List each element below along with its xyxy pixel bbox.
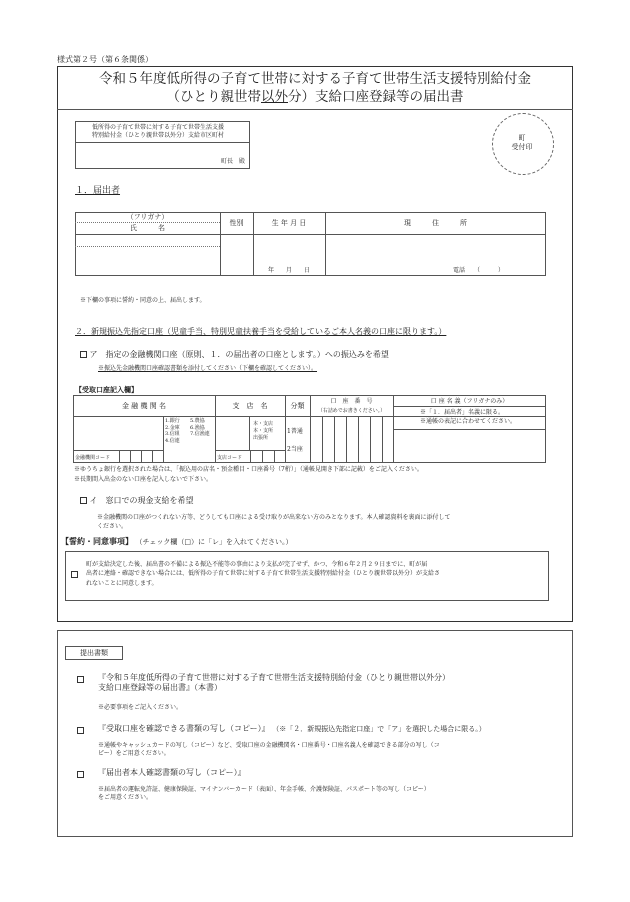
account-section-label: 【受取口座記入欄】: [75, 385, 138, 394]
yucho-note: ※ゆうちょ銀行を選択された場合は、「振込用の店名・預金種目・口座番号（7桁）」（通帳見開き下部に記載）をご記入ください。: [74, 466, 423, 473]
submission-item2: 『受取口座を確認できる書類の写し（コピー）』 （※「２．新規振込先指定口座」で「ア」を選択した場合に限る。）: [98, 724, 486, 733]
col-branch-name: 支 店 名: [232, 402, 268, 410]
gender-label: 性別: [229, 219, 244, 227]
phone-field: 電話 （ ）: [453, 267, 505, 274]
dob-fields: 年 月 日: [267, 267, 310, 274]
section1-heading: １．届出者: [75, 186, 121, 196]
type-current: 2当座: [287, 446, 303, 453]
holder-note-2: ※通帳の表記に合わせてください。: [420, 418, 517, 425]
pledge-text: 町が支給決定した後、届出書の不備による振込不能等の事由により支払が完了せず、かつ、令和６年２月２９日までに、町が届 出者に連絡・確認できない場合には、低所得の子育て世帯に対する子育て世帯生活支援特別給付金（ひとり親世帯以外分）が支給さ れないことに同意します。: [86, 561, 441, 587]
branch-code-label: 支店コード: [217, 455, 243, 461]
option-b-checkbox[interactable]: [80, 497, 87, 504]
submission-item3-checkbox[interactable]: [77, 771, 84, 778]
pledge-checkbox[interactable]: [71, 571, 78, 578]
dob-label: 生 年 月 日: [271, 219, 307, 227]
title-line-2: （ひとり親世帯以外分）支給口座登録等の届出書: [166, 89, 464, 105]
option-a-note: ※振込先金融機関口座確認書類を添付してください（下欄を確認してください）。: [98, 365, 318, 372]
option-b: [80, 496, 194, 506]
reception-stamp-label: 町 受付印: [511, 134, 533, 151]
furigana-label: （フリガナ）: [126, 213, 169, 221]
option-b-label: イ 窓口での現金支給を希望: [89, 496, 194, 505]
col-account-holder: 口 座 名 義（フリガナのみ）: [430, 398, 509, 405]
title-line-1: 令和５年度低所得の子育て世帯に対する子育て世帯生活支援特別給付金: [99, 71, 531, 87]
mayor-address: 町長 殿: [221, 158, 246, 165]
bank-code-label: 金融機関コード: [75, 455, 111, 461]
holder-note-1: ※「１．届出者」名義に限る。: [420, 409, 505, 416]
title-divider: [57, 109, 573, 110]
col-account-type: 分類: [290, 402, 305, 410]
name-label: 氏 名: [130, 224, 165, 232]
pledge-heading: 【誓約・同意事項】: [61, 536, 133, 546]
consent-note: ※下欄の事項に誓約・同意の上、届出します。: [80, 297, 206, 304]
municipality-line-1: 低所得の子育て世帯に対する子育て世帯生活支援: [92, 124, 225, 131]
submission-item2-sub: ※通帳やキャッシュカードの写し（コピー）など、受取口座の金融機関名・口座番号・口座名義人を確認できる部分の写し（コ ピー）をご用意ください。: [98, 742, 440, 757]
bank-type-list-2: 5.農協 6.漁協 7.信漁連: [190, 418, 210, 437]
section2-heading: ２．新規振込先指定口座（児童手当、特別児童扶養手当を受給しているご本人名義の口座に限ります。）: [75, 327, 447, 336]
municipality-box-divider: [75, 142, 250, 143]
option-b-note-2: ください。: [97, 523, 128, 530]
submission-item1-checkbox[interactable]: [77, 676, 84, 683]
bank-name-input[interactable]: [76, 419, 161, 447]
submission-item1: 『令和５年度低所得の子育て世帯に対する子育て世帯生活支援特別給付金（ひとり親世帯以外分） 支給口座登録等の届出書』（本書）: [98, 673, 450, 693]
submission-label: 提出書類: [65, 646, 123, 660]
name-input-area[interactable]: [78, 236, 218, 274]
branch-name-input[interactable]: [217, 419, 247, 447]
address-label: 現 住 所: [404, 219, 467, 227]
address-input-area[interactable]: [328, 236, 543, 264]
form-number: 様式第２号（第６条関係）: [57, 55, 153, 64]
type-ordinary: 1普通: [287, 428, 303, 435]
submission-item3: 『届出者本人確認書類の写し（コピー）』: [98, 768, 246, 777]
branch-type-list: 本・支店 本・支所 出張所: [253, 421, 274, 441]
bank-type-list-1: 1.銀行 2.金庫 3.信組 4.信連: [165, 418, 180, 444]
option-a-checkbox[interactable]: [80, 351, 87, 358]
municipality-line-2: 特別給付金（ひとり親世帯以外分）支給市区町村: [92, 132, 225, 139]
option-a: [80, 350, 389, 360]
form-title: [57, 70, 573, 106]
option-a-label: ア 指定の金融機関口座（原則、１．の届出者の口座とします。）への振込みを希望: [89, 350, 389, 359]
long-absence-note: ※長期間入出金のない口座を記入しないで下さい。: [74, 476, 213, 483]
submission-item2-checkbox[interactable]: [77, 727, 84, 734]
submission-item1-note: ※必要事項をご記入ください。: [98, 704, 183, 711]
account-holder-input[interactable]: [395, 431, 545, 461]
submission-item3-sub: ※届出者の運転免許証、健康保険証、マイナンバーカード（表面）、年金手帳、介護保険証、パスポート等の写し（コピー） をご用意ください。: [98, 786, 430, 801]
col-account-number-sub: （右詰めでお書きください。）: [317, 408, 386, 414]
option-b-note-1: ※金融機関の口座がつくれない方等、どうしても口座による受け取りが出来ない方のみとなります。本人確認資料を裏面に添付して: [97, 514, 451, 521]
pledge-heading-row: [61, 536, 292, 547]
pledge-instructions: （チェック欄（□）に「レ」を入れてください。）: [135, 538, 293, 546]
col-account-number: 口 座 番 号: [330, 398, 373, 405]
col-bank-name: 金 融 機 関 名: [122, 402, 166, 410]
